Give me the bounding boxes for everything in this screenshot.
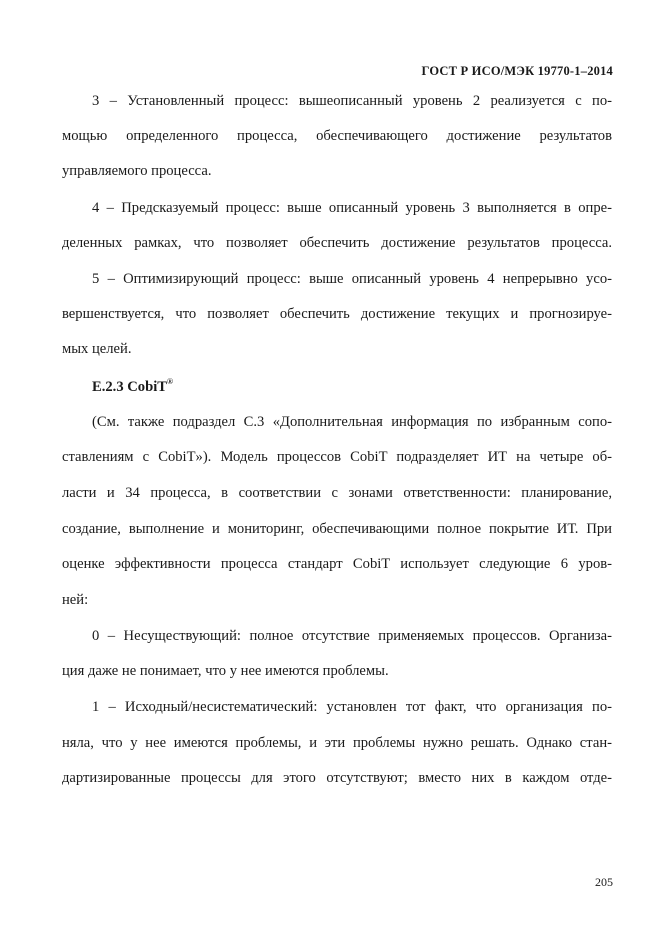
text-line: вершенствуется, что позволяет обеспечить достижение текущих и прогнозируе- [62, 307, 612, 322]
page-number: 205 [595, 875, 613, 889]
text-line: 1 – Исходный/несистематический: установлен тот факт, что организация по- [92, 700, 612, 715]
text-line: ней: [62, 592, 89, 608]
text-line: 4 – Предсказуемый процесс: выше описанный уровень 3 выполняется в опре- [92, 201, 612, 216]
text-line: (См. также подраздел С.3 «Дополнительная информация по избранным сопо- [92, 415, 612, 430]
text-line: няла, что у нее имеются проблемы, и эти проблемы нужно решать. Однако стан- [62, 736, 612, 751]
text-line: мощью определенного процесса, обеспечивающего достижение результатов [62, 129, 612, 144]
text-line: создание, выполнение и мониторинг, обеспечивающими полное покрытие ИТ. При [62, 522, 612, 537]
text-line: 5 – Оптимизирующий процесс: выше описанный уровень 4 непрерывно усо- [92, 272, 612, 287]
text-line: деленных рамках, что позволяет обеспечить достижение результатов процесса. [62, 236, 612, 251]
section-heading [92, 378, 612, 395]
text-line: дартизированные процессы для этого отсутствуют; вместо них в каждом отде- [62, 771, 612, 786]
text-line: ция даже не понимает, что у нее имеются проблемы. [62, 663, 389, 679]
text-line: управляемого процесса. [62, 163, 212, 179]
text-line: ставлениям с CobiT»). Модель процессов CobiT подразделяет ИТ на четыре об- [62, 450, 612, 465]
text-line: 3 – Установленный процесс: вышеописанный уровень 2 реализуется с по- [92, 94, 612, 109]
registered-mark: ® [167, 377, 173, 386]
text-line: оценке эффективности процесса стандарт CobiT использует следующие 6 уров- [62, 557, 612, 572]
text-line: мых целей. [62, 341, 132, 357]
section-heading-text: Е.2.3 CobiT [92, 379, 168, 395]
document-header: ГОСТ Р ИСО/МЭК 19770-1–2014 [421, 64, 613, 78]
text-line: ласти и 34 процесса, в соответствии с зонами ответственности: планирование, [62, 486, 612, 501]
text-line: 0 – Несуществующий: полное отсутствие применяемых процессов. Организа- [92, 629, 612, 644]
